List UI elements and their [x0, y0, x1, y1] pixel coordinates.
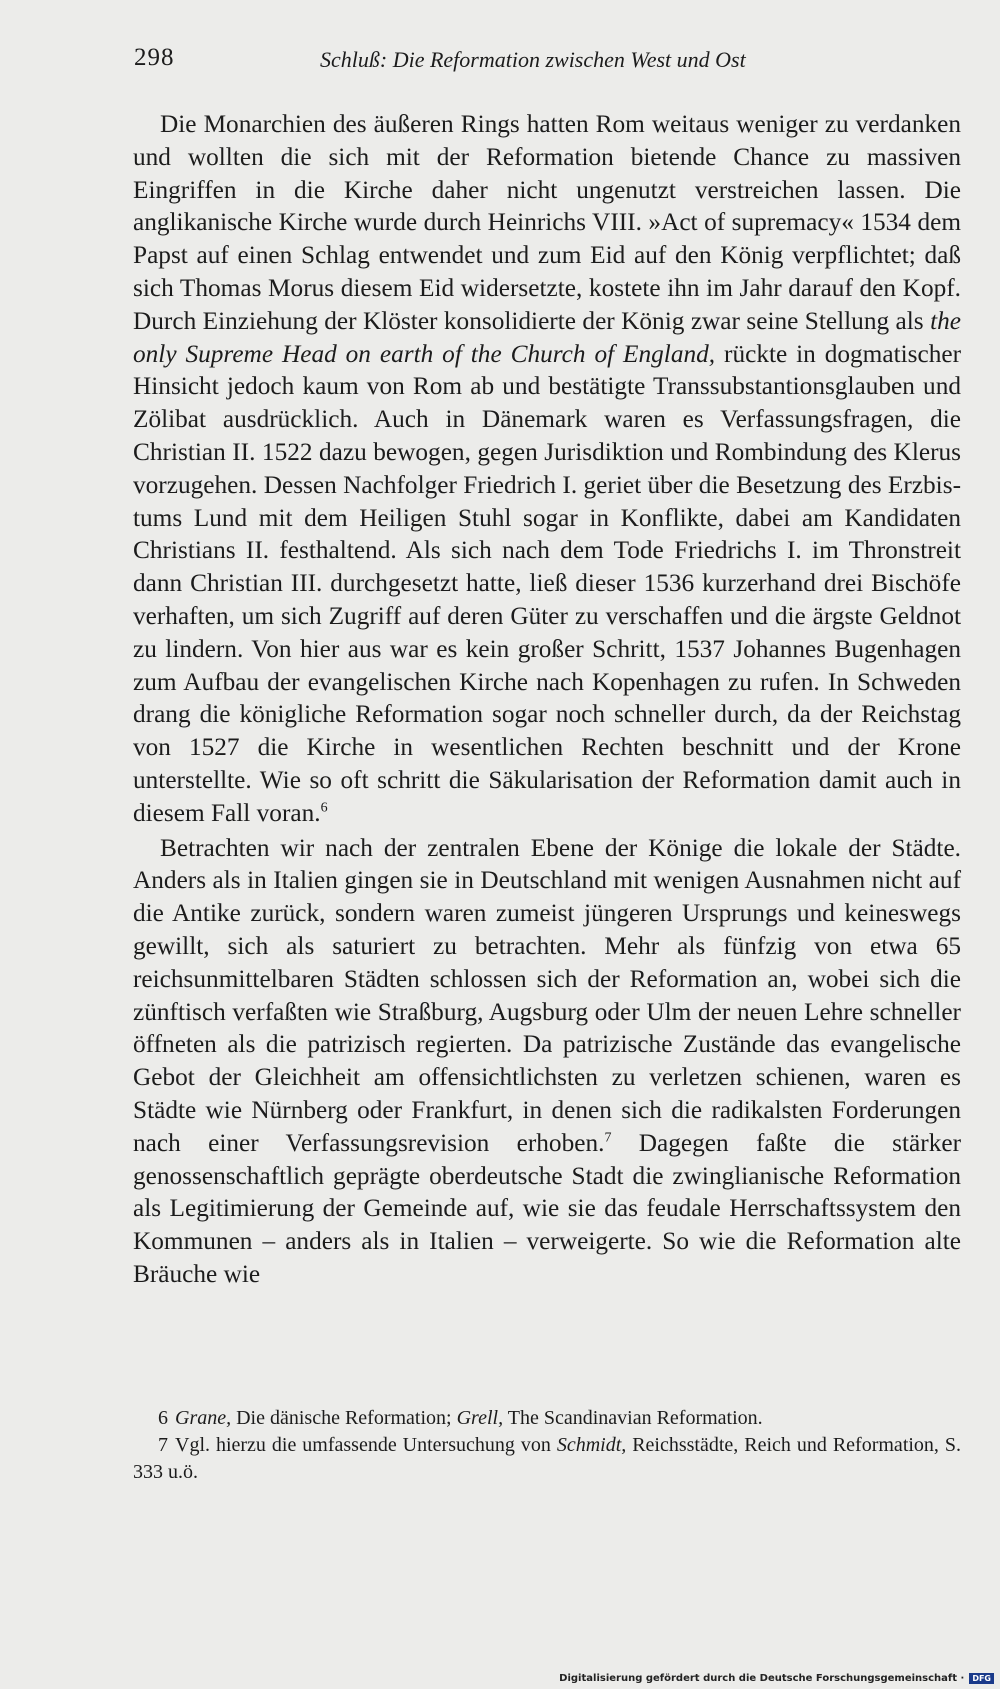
credit-text: Digitalisierung gefördert durch die Deutsche Forschungsgemeinschaft · [559, 1672, 965, 1684]
footnote-text: Die dänische Reformation; [236, 1407, 452, 1429]
footnote-text: Reichsstädte, Reich und Reformation, S. 333 u.ö. [133, 1434, 962, 1483]
footnote-7 [133, 1432, 961, 1486]
paragraph-2-text: Betrachten wir nach der zentralen Ebene der Könige die lokale der Städte. Anders als in Italien gingen sie in Deutschland mit wenigen Ausnahmen nicht auf die Antike zurück, sondern waren zumeist jüngeren Ursprungs und keineswegs gewillt, sich als saturiert zu betrachten. Mehr als fünfzig von etwa 65 reichsunmittelbaren Städten schlossen sich der Reformation an, wobei sich die zünftisch verfaßten wie Straßburg, Augsburg oder Ulm der neuen Lehre schneller öffneten als die patrizisch regierten. Da patrizische Zustände das evangelische Gebot der Gleichheit am offensichtlichsten zu verletzen schienen, waren es Städte wie Nürnberg oder Frankfurt, in denen sich die radikalsten Forderungen nach einer Verfassungsrevision erhoben. [133, 833, 961, 1157]
paragraph-1-text: Die Monarchien des äußeren Rings hatten Rom weitaus weniger zu verdanken und wollten die sich mit der Reformation bietende Chance zu massiven Eingriffen in die Kirche daher nicht ungenutzt verstreichen lassen. Die anglikanische Kirche wurde durch Heinrichs VIII. »Act of supremacy« 1534 dem Papst auf einen Schlag entwendet und zum Eid auf den König verpflichtet; daß sich Thomas Morus diesem Eid widersetzte, kostete ihn im Jahr darauf den Kopf. Durch Einziehung der Klöster konsolidierte der König zwar seine Stellung als [133, 110, 961, 335]
footnotes [133, 1405, 961, 1486]
dfg-logo-icon: DFG [969, 1673, 994, 1684]
footnote-ref-6: 6 [320, 800, 328, 816]
paragraph-1 [133, 108, 961, 830]
footnote-author: Grane, [175, 1407, 232, 1429]
footnote-number: 7 [158, 1434, 168, 1456]
footnote-number: 6 [158, 1407, 168, 1429]
footnote-text: Vgl. hierzu die umfassende Untersuchung von [175, 1434, 551, 1456]
digitization-credit [559, 1669, 1000, 1687]
paragraph-1-italic: the only Supreme Head on earth of the Church of England, [133, 306, 961, 368]
footnote-author: Schmidt, [556, 1434, 627, 1456]
body-text [133, 108, 961, 1291]
footnote-text: The Scandinavian Reformation. [507, 1407, 763, 1429]
paragraph-2-rest: Dagegen faßte die stärker genossenschaftlich geprägte oberdeutsche Stadt die zwinglianische Reformation als Legitimierung der Gemeinde auf, wie sie das feudale Herrschaftssystem den Kommunen – anders als in Italien – verweigerte. So wie die Reformation alte Bräuche wie [133, 1128, 961, 1288]
page-header [134, 44, 964, 84]
page-number: 298 [134, 44, 175, 71]
footnote-6 [133, 1405, 961, 1432]
paragraph-2 [133, 832, 961, 1291]
footnote-ref-7: 7 [604, 1130, 612, 1146]
footnote-author: Grell, [456, 1407, 504, 1429]
paragraph-1-rest: rückte in dogmatischer Hinsicht jedoch kaum von Rom ab und bestätigte Transsubstantionsglauben und Zölibat ausdrücklich. Auch in Dänemark waren es Verfassungsfragen, die Christian II. 1522 dazu bewogen, gegen Jurisdiktion und Rombindung des Klerus vorzugehen. Dessen Nachfolger Friedrich I. geriet über die Besetzung des Erzbistums Lund mit dem Heiligen Stuhl sogar in Konflikte, dabei am Kandidaten Christians II. festhaltend. Als sich nach dem Tode Friedrichs I. im Thronstreit dann Christian III. durchgesetzt hatte, ließ dieser 1536 kurzerhand drei Bischöfe verhaften, um sich Zugriff auf deren Güter zu verschaffen und die ärgste Geldnot zu lindern. Von hier aus war es kein großer Schritt, 1537 Johannes Bugenhagen zum Aufbau der evangelischen Kirche nach Kopenhagen zu rufen. In Schweden drang die königliche Reformation sogar noch schneller durch, da der Reichstag von 1527 die Kirche in wesentlichen Rechten beschnitt und der Krone unterstellte. Wie so oft schritt die Säkularisation der Reformation damit auch in diesem Fall voran. [133, 339, 962, 827]
running-head: Schluß: Die Reformation zwischen West und Ost [320, 47, 746, 72]
